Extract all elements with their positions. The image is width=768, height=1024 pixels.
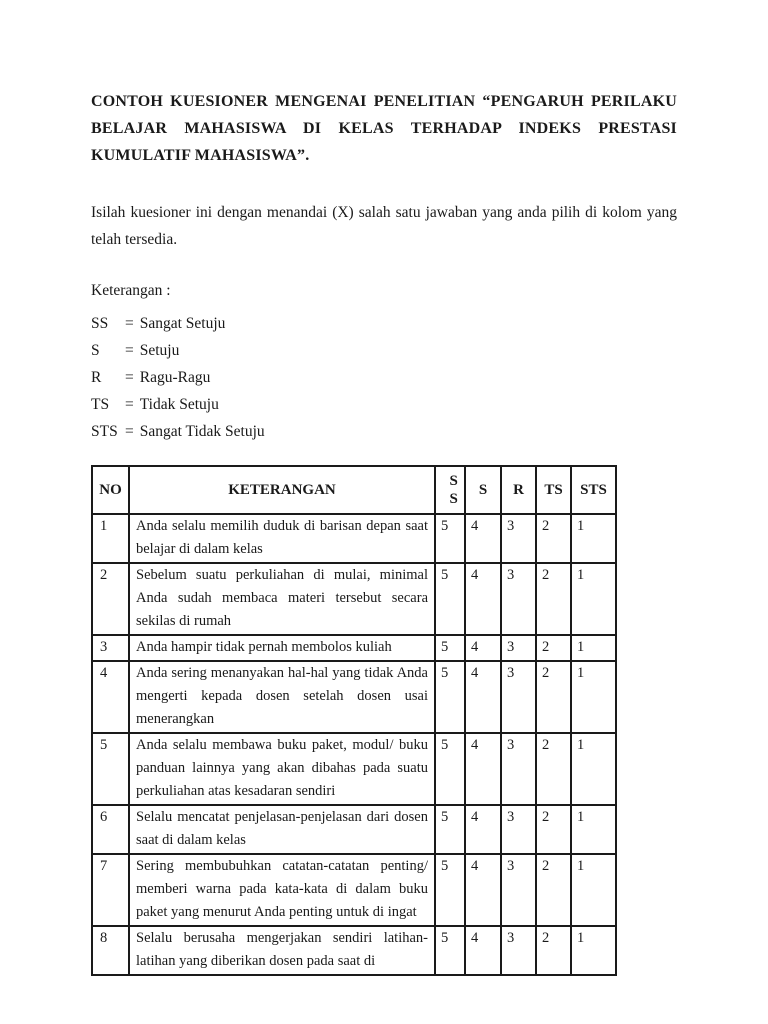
answer-cell-sts: 1 [571, 635, 616, 661]
legend-code: S [91, 342, 100, 359]
legend-item-ts [91, 391, 677, 418]
row-statement: Selalu mencatat penjelasan-penjelasan dari dosen saat di dalam kelas [129, 805, 435, 854]
answer-cell-ss: 5 [435, 661, 465, 733]
answer-cell-s: 4 [465, 635, 501, 661]
answer-cell-ss: 5 [435, 805, 465, 854]
answer-cell-sts: 1 [571, 563, 616, 635]
table-row [92, 635, 616, 661]
answer-cell-s: 4 [465, 563, 501, 635]
answer-cell-sts: 1 [571, 733, 616, 805]
answer-cell-ss: 5 [435, 854, 465, 926]
row-statement: Anda selalu membawa buku paket, modul/ buku panduan lainnya yang akan dibahas pada suatu perkuliahan atas kesadaran sendiri [129, 733, 435, 805]
answer-cell-s: 4 [465, 854, 501, 926]
row-statement: Sebelum suatu perkuliahan di mulai, minimal Anda sudah membaca materi tersebut secara sekilas di rumah [129, 563, 435, 635]
legend-heading: Keterangan : [91, 282, 171, 299]
answer-cell-ts: 2 [536, 854, 571, 926]
header-sts: STS [571, 466, 616, 514]
answer-cell-r: 3 [501, 805, 536, 854]
legend-label: Sangat Tidak Setuju [139, 423, 265, 440]
legend-code: R [91, 369, 102, 386]
answer-cell-r: 3 [501, 514, 536, 563]
answer-cell-ts: 2 [536, 661, 571, 733]
answer-cell-s: 4 [465, 926, 501, 975]
answer-cell-ts: 2 [536, 926, 571, 975]
questionnaire-table [91, 465, 617, 976]
legend-equals: = [125, 315, 134, 332]
answer-cell-ts: 2 [536, 635, 571, 661]
table-row [92, 854, 616, 926]
legend-code: TS [91, 396, 110, 413]
row-statement: Selalu berusaha mengerjakan sendiri latihan- latihan yang diberikan dosen pada saat di [129, 926, 435, 975]
header-ss-label: SS [449, 473, 458, 507]
answer-cell-r: 3 [501, 661, 536, 733]
answer-cell-r: 3 [501, 854, 536, 926]
answer-cell-s: 4 [465, 733, 501, 805]
legend-item-sts [91, 418, 677, 445]
answer-cell-sts: 1 [571, 854, 616, 926]
answer-cell-ss: 5 [435, 563, 465, 635]
answer-cell-ts: 2 [536, 563, 571, 635]
header-s: S [465, 466, 501, 514]
answer-cell-r: 3 [501, 733, 536, 805]
answer-cell-s: 4 [465, 661, 501, 733]
row-number: 1 [92, 514, 129, 563]
legend-code: SS [91, 315, 109, 332]
answer-cell-r: 3 [501, 635, 536, 661]
answer-cell-r: 3 [501, 563, 536, 635]
legend-label: Setuju [139, 342, 180, 359]
answer-cell-r: 3 [501, 926, 536, 975]
row-number: 8 [92, 926, 129, 975]
row-statement: Anda selalu memilih duduk di barisan depan saat belajar di dalam kelas [129, 514, 435, 563]
answer-cell-sts: 1 [571, 661, 616, 733]
table-header-row [92, 466, 616, 514]
table-row [92, 514, 616, 563]
answer-cell-s: 4 [465, 514, 501, 563]
header-ts: TS [536, 466, 571, 514]
row-number: 5 [92, 733, 129, 805]
answer-cell-sts: 1 [571, 926, 616, 975]
legend-item-r [91, 364, 677, 391]
legend-code: STS [91, 423, 118, 440]
header-r: R [501, 466, 536, 514]
legend-section [91, 310, 677, 445]
answer-cell-s: 4 [465, 805, 501, 854]
row-number: 4 [92, 661, 129, 733]
table-row [92, 926, 616, 975]
row-number: 6 [92, 805, 129, 854]
row-number: 3 [92, 635, 129, 661]
answer-cell-ss: 5 [435, 514, 465, 563]
legend-equals: = [125, 396, 134, 413]
header-ss [435, 466, 465, 514]
answer-cell-ts: 2 [536, 514, 571, 563]
instruction-paragraph: Isilah kuesioner ini dengan menandai (X) salah satu jawaban yang anda pilih di kolom yang telah tersedia. [91, 204, 677, 248]
answer-cell-ts: 2 [536, 805, 571, 854]
legend-equals: = [125, 342, 134, 359]
answer-cell-ss: 5 [435, 635, 465, 661]
answer-cell-sts: 1 [571, 514, 616, 563]
legend-label: Ragu-Ragu [139, 369, 211, 386]
legend-item-ss [91, 310, 677, 337]
legend-label: Sangat Setuju [139, 315, 226, 332]
answer-cell-sts: 1 [571, 805, 616, 854]
row-statement: Anda hampir tidak pernah membolos kuliah [129, 635, 435, 661]
answer-cell-ss: 5 [435, 926, 465, 975]
table-row [92, 805, 616, 854]
answer-cell-ss: 5 [435, 733, 465, 805]
legend-label: Tidak Setuju [139, 396, 219, 413]
row-statement: Sering membubuhkan catatan-catatan penting/ memberi warna pada kata-kata di dalam buku paket yang menurut Anda penting untuk di ingat [129, 854, 435, 926]
table-row [92, 563, 616, 635]
header-keterangan: KETERANGAN [129, 466, 435, 514]
document-title: CONTOH KUESIONER MENGENAI PENELITIAN “PENGARUH PERILAKU BELAJAR MAHASISWA DI KELAS TERHADAP INDEKS PRESTASI KUMULATIF MAHASISWA”. [91, 93, 677, 164]
legend-equals: = [125, 369, 134, 386]
legend-item-s [91, 337, 677, 364]
row-number: 7 [92, 854, 129, 926]
row-statement: Anda sering menanyakan hal-hal yang tidak Anda mengerti kepada dosen setelah dosen usai menerangkan [129, 661, 435, 733]
header-no: NO [92, 466, 129, 514]
legend-equals: = [125, 423, 134, 440]
table-row [92, 661, 616, 733]
answer-cell-ts: 2 [536, 733, 571, 805]
row-number: 2 [92, 563, 129, 635]
table-row [92, 733, 616, 805]
